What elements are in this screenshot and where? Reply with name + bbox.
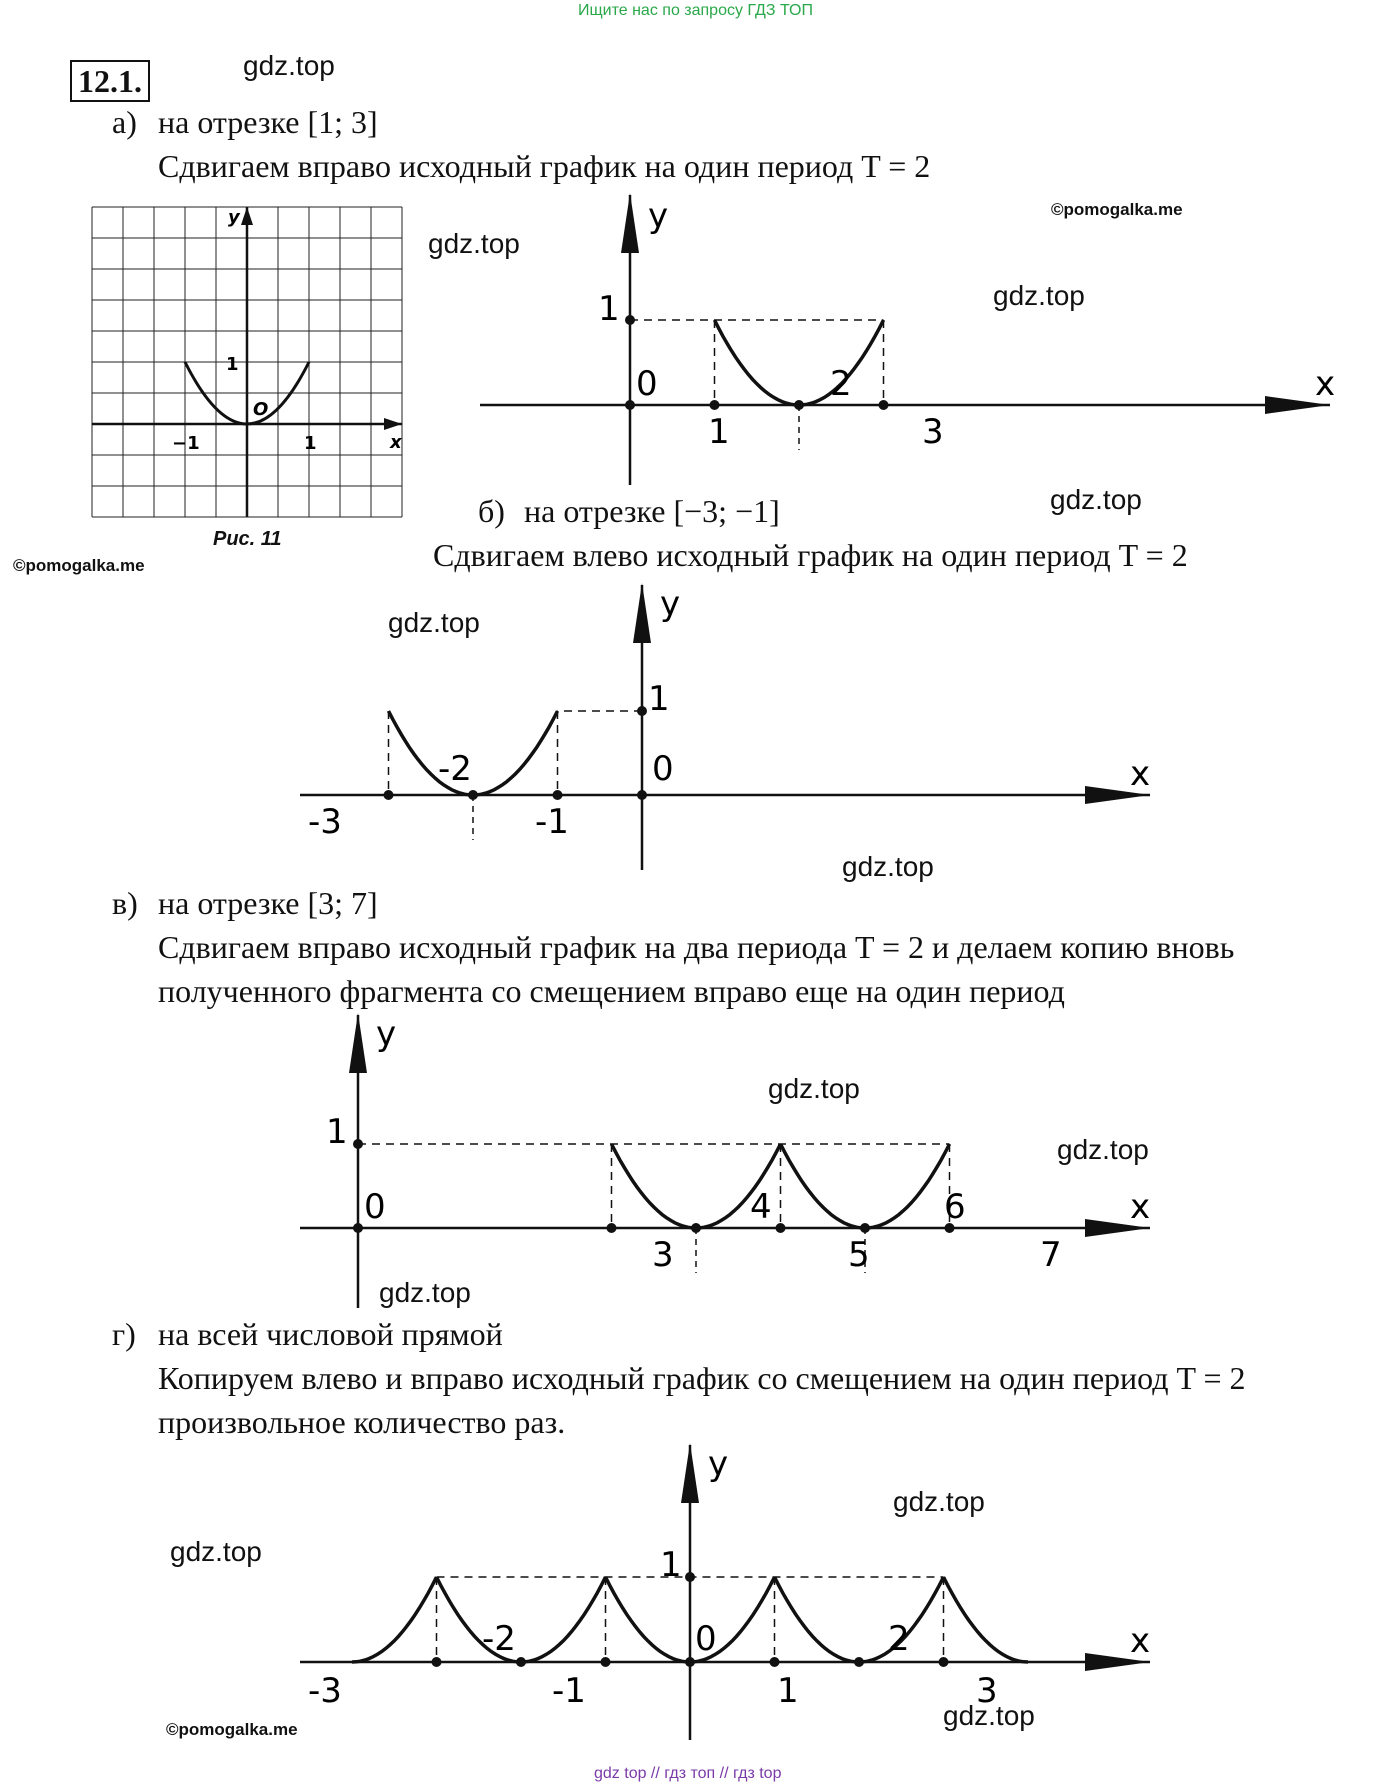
figure-caption: Рис. 11 [213, 528, 282, 550]
chart-a-y-label: y [648, 196, 669, 236]
chart-point [432, 1657, 442, 1667]
chart-point [794, 400, 804, 410]
part-a-interval: на отрезке [1; 3] [158, 104, 378, 140]
watermark-gdz: gdz.top [388, 607, 480, 638]
fig-tick-minus-one: −1 [172, 433, 200, 454]
part-b-letter: б) [478, 493, 505, 529]
chart-v-x-tick-7: 7 [1040, 1235, 1062, 1275]
chart-point [601, 1657, 611, 1667]
chart-a-x-tick-3: 3 [922, 412, 944, 452]
part-b-interval: на отрезке [−3; −1] [524, 493, 780, 529]
chart-point [860, 1223, 870, 1233]
chart-g-x-tick-m2: -2 [482, 1619, 516, 1659]
chart-curve [389, 711, 558, 795]
watermark-gdz: gdz.top [379, 1277, 471, 1308]
chart-g [290, 1440, 1170, 1740]
chart-v-y-tick-1: 1 [326, 1112, 348, 1152]
chart-b-x-tick-m3: -3 [308, 802, 342, 842]
part-v-interval: на отрезке [3; 7] [158, 885, 378, 921]
watermark-gdz: gdz.top [768, 1073, 860, 1104]
watermark-gdz: gdz.top [1057, 1134, 1149, 1165]
watermark-gdz: gdz.top [993, 280, 1085, 311]
chart-g-x-label: x [1130, 1621, 1151, 1661]
chart-a-x-tick-2: 2 [830, 364, 852, 404]
chart-a-x-tick-1: 1 [708, 412, 730, 452]
part-g-letter: г) [112, 1316, 136, 1352]
chart-point [637, 790, 647, 800]
chart-v-x-tick-5: 5 [848, 1235, 870, 1275]
chart-point [770, 1657, 780, 1667]
chart-point [879, 400, 889, 410]
part-v-text-2: полученного фрагмента со смещением вправо еще на один период [158, 973, 1065, 1009]
chart-g-y-tick-1: 1 [660, 1545, 682, 1585]
chart-point [625, 400, 635, 410]
fig-tick-one: 1 [226, 354, 239, 375]
part-a-text: Сдвигаем вправо исходный график на один период T = 2 [158, 148, 931, 184]
chart-b-x-tick-0: 0 [652, 749, 674, 789]
watermark-gdz: gdz.top [170, 1536, 262, 1567]
chart-b-x-tick-m2: -2 [438, 749, 472, 789]
chart-v [290, 1010, 1170, 1310]
watermark-gdz: gdz.top [893, 1486, 985, 1517]
watermark-pomogalka: ©pomogalka.me [166, 1720, 298, 1739]
fig-origin-label: O [253, 399, 269, 420]
chart-point-y1 [637, 706, 647, 716]
chart-point [854, 1657, 864, 1667]
fig-y-label: y [228, 207, 240, 228]
chart-v-x-tick-0: 0 [364, 1187, 386, 1227]
figure-11-graph [90, 205, 410, 525]
chart-g-x-tick-3: 3 [976, 1671, 998, 1711]
chart-b-x-label: x [1130, 754, 1151, 794]
part-v-letter: в) [112, 885, 138, 921]
chart-b-y-arrow [633, 583, 651, 643]
chart-point [939, 1657, 949, 1667]
watermark-gdz: gdz.top [842, 851, 934, 882]
chart-point [710, 400, 720, 410]
watermark-gdz: gdz.top [1050, 484, 1142, 515]
chart-a-x-tick-0: 0 [636, 364, 658, 404]
chart-v-x-label: x [1130, 1187, 1151, 1227]
chart-v-x-tick-3: 3 [652, 1235, 674, 1275]
watermark-gdz: gdz.top [243, 50, 335, 81]
chart-v-y-arrow [349, 1013, 367, 1073]
bottom-footer-link[interactable]: gdz top // гдз топ // гдз top [594, 1765, 782, 1782]
chart-v-x-tick-4: 4 [750, 1187, 772, 1227]
fig-x-arrow [384, 418, 402, 430]
chart-point [516, 1657, 526, 1667]
chart-b-y-tick-1: 1 [648, 679, 670, 719]
chart-point-y1 [685, 1572, 695, 1582]
part-a-letter: а) [112, 104, 137, 140]
chart-g-x-tick-m1: -1 [552, 1671, 586, 1711]
chart-g-y-arrow [681, 1443, 699, 1503]
chart-point [691, 1223, 701, 1233]
chart-g-x-tick-m3: -3 [308, 1671, 342, 1711]
part-g-text-2: произвольное количество раз. [158, 1404, 566, 1440]
part-b-text: Сдвигаем влево исходный график на один период T = 2 [433, 537, 1188, 573]
chart-g-x-tick-0: 0 [695, 1619, 717, 1659]
chart-curve [715, 320, 884, 405]
part-g-interval: на всей числовой прямой [158, 1316, 503, 1352]
chart-b-x-tick-m1: -1 [535, 802, 569, 842]
watermark-gdz: gdz.top [943, 1700, 1035, 1731]
fig-y-arrow [241, 207, 253, 225]
chart-a-y-tick-1: 1 [598, 289, 620, 329]
chart-point [353, 1223, 363, 1233]
chart-v-x-tick-6: 6 [944, 1187, 966, 1227]
chart-a [470, 185, 1350, 495]
watermark-pomogalka: ©pomogalka.me [1051, 200, 1183, 219]
chart-a-y-arrow [621, 193, 639, 253]
watermark-gdz: gdz.top [428, 228, 520, 259]
chart-b-y-label: y [660, 584, 681, 624]
chart-point [384, 790, 394, 800]
fig-tick-x-one: 1 [304, 433, 317, 454]
chart-point-y1 [353, 1139, 363, 1149]
chart-v-y-label: y [376, 1014, 397, 1054]
chart-point [776, 1223, 786, 1233]
top-banner-link[interactable]: Ищите нас по запросу ГДЗ ТОП [578, 2, 813, 19]
chart-point [685, 1657, 695, 1667]
part-g-text-1: Копируем влево и вправо исходный график со смещением на один период T = 2 [158, 1360, 1246, 1396]
chart-a-x-label: x [1315, 364, 1336, 404]
watermark-pomogalka: ©pomogalka.me [13, 556, 145, 575]
chart-point [607, 1223, 617, 1233]
chart-g-x-tick-1: 1 [777, 1671, 799, 1711]
chart-b-plot [384, 706, 648, 840]
part-v-text-1: Сдвигаем вправо исходный график на два периода T = 2 и делаем копию вновь [158, 929, 1235, 965]
chart-point [468, 790, 478, 800]
fig-x-label: x [390, 432, 402, 453]
chart-g-x-tick-2: 2 [888, 1619, 910, 1659]
problem-number: 12.1. [70, 60, 150, 102]
chart-point [553, 790, 563, 800]
chart-point-y1 [625, 315, 635, 325]
chart-g-y-label: y [708, 1444, 729, 1484]
